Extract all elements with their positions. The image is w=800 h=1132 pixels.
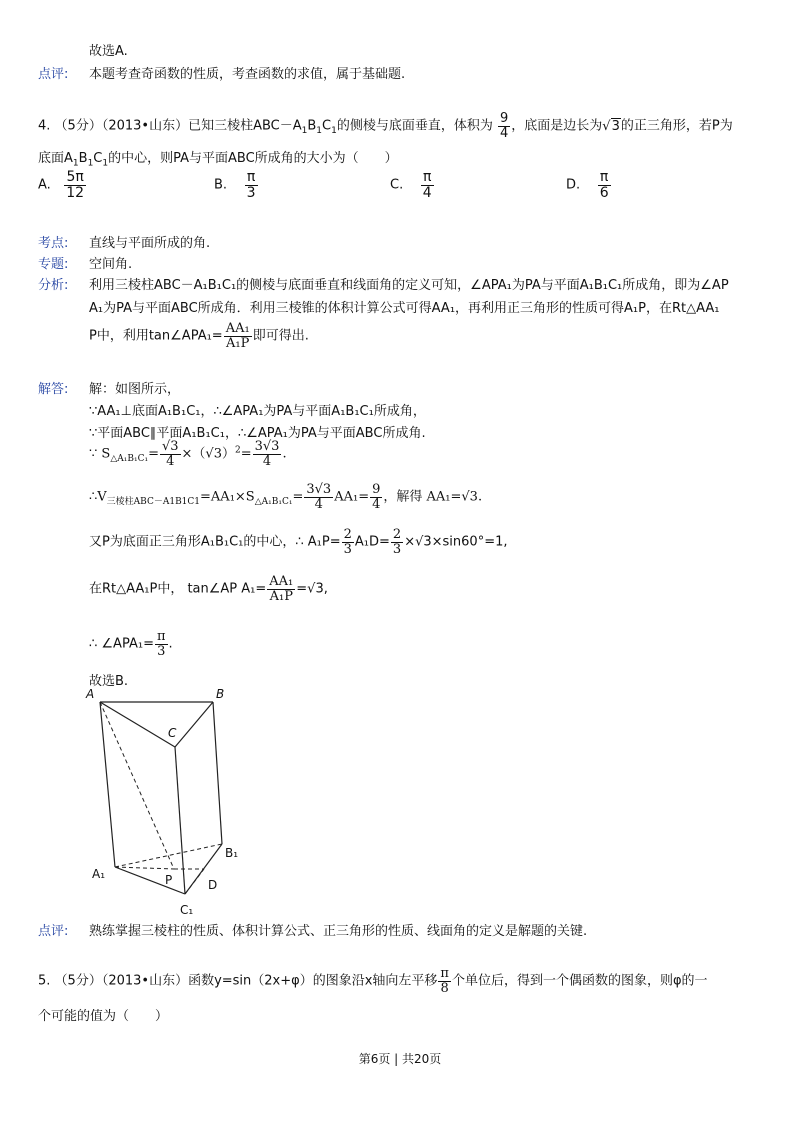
zhuanti-label: 专题:	[38, 257, 69, 272]
q4-stem-line2: 底面$A_1B_1C_1$的中心，则PA与平面ABC所成角的大小为（ ）	[38, 151, 398, 169]
fenxi-line1: 利用三棱柱ABC－A₁B₁C₁的侧棱与底面垂直和线面角的定义可知，∠APA₁为PA与平面A₁B₁C₁所成角，即为∠AP	[89, 278, 729, 293]
q4-option-c[interactable]: C. $\frac{\pi}{4}$	[390, 169, 432, 201]
fenxi-label: 分析:	[38, 278, 69, 293]
line-ap	[100, 702, 174, 869]
q5-number: 5.	[38, 973, 51, 989]
q5-stem-line1: 5. （5分）（2013•山东）函数y=sin（2x+φ）的图象沿x轴向左平移 $\frac{\pi}{8}$ 个单位后，得到一个偶函数的图象，则φ的一	[38, 966, 708, 996]
line-a1p	[115, 867, 174, 869]
edge-bb1	[213, 702, 222, 844]
q4-answer: 故选B.	[89, 674, 129, 689]
edge-cc1	[175, 747, 185, 894]
label-D: D	[208, 878, 218, 892]
label-A1: A₁	[92, 867, 106, 881]
label-C: C	[168, 726, 177, 740]
solution-line6: 又P为底面正三角形A₁B₁C₁的中心，∴ A₁P= $\frac{2}{3}$ A₁D= $\frac{2}{3}$ ×√3×sin60°=1,	[89, 527, 508, 557]
q4-stem-line1: 4. （5分）（2013•山东）已知三棱柱$ABC-A_1B_1C_1$的侧棱与底面垂直，体积为 $\frac{9}{4}$ ，底面是边长为√3的正三角形，若P为	[38, 111, 733, 141]
edge-a1c1	[115, 867, 185, 894]
solution-line7: 在Rt△AA₁P中， tan∠AP A₁= $\frac{\text{AA₁}}{\text{A₁P}}$ =√3,	[89, 574, 328, 604]
jieda-label: 解答:	[38, 382, 69, 397]
edge-aa1	[100, 702, 115, 867]
prev-comment: 本题考查奇函数的性质，考查函数的求值，属于基础题.	[89, 67, 406, 82]
q4-comment: 熟练掌握三棱柱的性质、体积计算公式、正三角形的性质、线面角的定义是解题的关键.	[89, 924, 588, 939]
q4-option-b[interactable]: B. $\frac{\pi}{3}$	[214, 169, 256, 201]
q4-option-d[interactable]: D. $\frac{\pi}{6}$	[566, 169, 609, 201]
label-A: A	[86, 687, 95, 701]
volume-fraction: $\frac{9}{4}$	[499, 111, 509, 141]
solution-line2: ∵AA₁⊥底面A₁B₁C₁，∴∠APA₁为PA与平面A₁B₁C₁所成角，	[89, 404, 426, 419]
label-P: P	[165, 873, 173, 887]
prev-answer: 故选A.	[89, 44, 128, 59]
label-B1: B₁	[225, 846, 239, 860]
edge-ac	[100, 702, 175, 747]
label-B: B	[216, 687, 225, 701]
q4-number: 4.	[38, 118, 51, 134]
q4-option-a[interactable]: A. $\frac{5\pi}{12}$	[38, 169, 85, 201]
sqrt-3: √3	[602, 118, 620, 134]
q4-comment-label: 点评:	[38, 924, 69, 939]
solution-line1: 解：如图所示，	[89, 382, 181, 397]
zhuanti: 空间角.	[89, 257, 133, 272]
edge-bc	[175, 702, 213, 747]
label-C1: C₁	[180, 903, 194, 917]
kaodian-label: 考点:	[38, 236, 69, 251]
solution-line8: ∴ ∠APA₁= $\frac{\pi}{3}$ .	[89, 629, 173, 659]
solution-line5: $\therefore V_{三棱柱ABC-A1B1C1}=AA_1\times S_{\triangle A_1B_1C_1}=$ $\frac{3√3}{4}$ AA₁= $\frac{9}{4}$ ，解得 AA₁=√3.	[89, 482, 483, 512]
page-footer: 第6页 | 共20页	[358, 1052, 442, 1066]
kaodian: 直线与平面所成的角.	[89, 236, 211, 251]
solution-line3: ∵平面ABC∥平面A₁B₁C₁，∴∠APA₁为PA与平面ABC所成角.	[89, 426, 426, 441]
fenxi-line2: A₁为PA与平面ABC所成角．利用三棱锥的体积计算公式可得AA₁，再利用正三角形的性质可得A₁P，在Rt△AA₁	[89, 301, 720, 316]
prev-comment-label: 点评:	[38, 67, 69, 82]
prism-figure	[80, 682, 250, 922]
fenxi-line3: P中，利用tan∠APA₁= $\frac{\text{AA₁}}{\text{A₁P}}$ 即可得出.	[89, 321, 309, 351]
q5-stem-line2: 个可能的值为（ ）	[38, 1009, 169, 1024]
solution-line4: ∵ $S_{\triangle A_1B_1C_1}=$ $\frac{√3}{4}$ $\times(√3)^2=$ $\frac{3√3}{4}$ .	[89, 439, 287, 469]
